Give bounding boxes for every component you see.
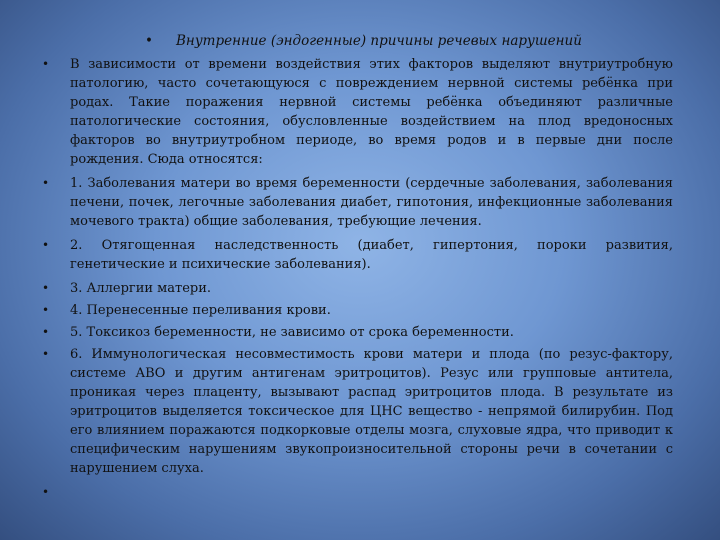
bullet-icon: •	[42, 176, 50, 190]
list-item-text: В зависимости от времени воздействия этих факторов выделяют внутриутробную патологию, часто сочетающуюся с повреждением нервной системы ребёнка при родах. Такие поражения нервной системы ребёнка объединяют различные патологические состояния, обусловленные воздействием на плод вредоносных факторов во внутриутробном периоде, во время родов и в первые дни после рождения. Сюда относятся:	[70, 57, 673, 167]
bullet-icon: •	[42, 347, 50, 361]
bullet-icon: •	[42, 303, 50, 317]
list-item-text: 3. Аллергии матери.	[70, 281, 212, 296]
slide-title: Внутренние (эндогенные) причины речевых нарушений	[176, 33, 582, 49]
list-item-text: 2. Отягощенная наследственность (диабет, гипертония, пороки развития, генетические и психические заболевания).	[70, 238, 673, 272]
list-item-text: 4. Перенесенные переливания крови.	[70, 303, 331, 318]
bullet-icon: •	[42, 281, 50, 295]
list-item-text: 6. Иммунологическая несовместимость крови матери и плода (по резус-фактору, системе АВО и другим антигенам эритроцитов). Резус или групповые антитела, проникая через плаценту, вызывают распад эритроцитов плода. В результате из эритроцитов выделяется токсическое для ЦНС вещество - непрямой билирубин. Под его влиянием поражаются подкорковые отделы мозга, слуховые ядра, что приводит к специфическим нарушениям звукопроизносительной стороны речи в сочетании с нарушением слуха.	[70, 347, 673, 476]
list-item-text: 1. Заболевания матери во время беременности (сердечные заболевания, заболевания печени, почек, легочные заболевания диабет, гипотония, инфекционные заболевания мочевого тракта) общие заболевания, требующие лечения.	[70, 176, 673, 229]
bullet-icon: •	[42, 238, 50, 252]
bullet-icon: •	[145, 33, 153, 49]
bullet-icon: •	[42, 57, 50, 71]
list-item-text: 5. Токсикоз беременности, не зависимо от срока беременности.	[70, 325, 514, 340]
bullet-icon: •	[42, 485, 50, 499]
bullet-icon: •	[42, 325, 50, 339]
